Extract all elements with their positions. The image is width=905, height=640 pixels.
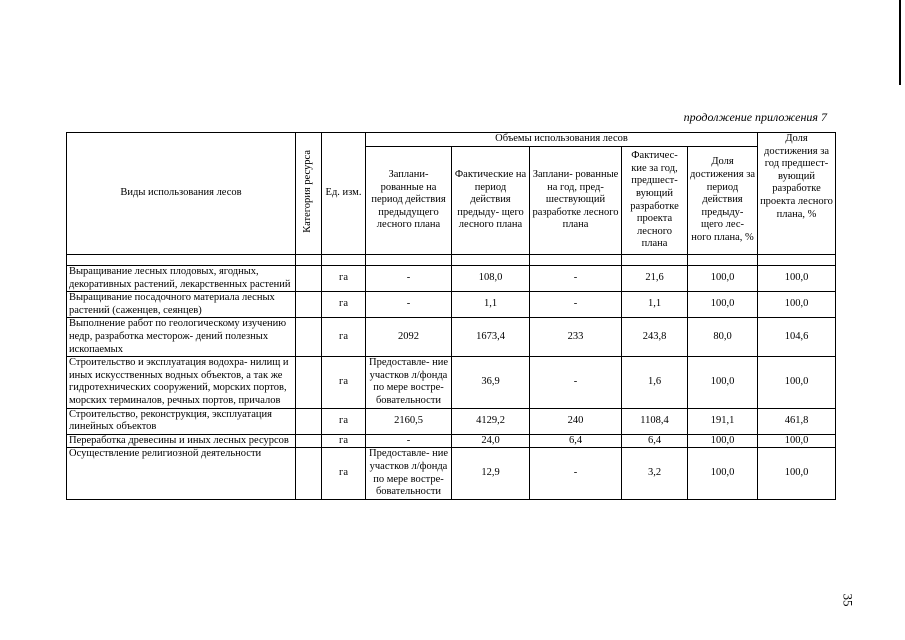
cell-share-period: 100,0 <box>688 266 758 292</box>
cell-category <box>296 318 322 357</box>
cell-unit: га <box>322 266 366 292</box>
cell-planned-year: - <box>530 266 622 292</box>
cell-share-year: 100,0 <box>758 292 836 318</box>
spacer-row <box>67 255 836 266</box>
table-row <box>67 357 836 408</box>
cell-share-period: 80,0 <box>688 318 758 357</box>
cell-planned-year: 240 <box>530 408 622 434</box>
cell-planned-year: - <box>530 357 622 408</box>
cell-actual-prev: 4129,2 <box>452 408 530 434</box>
cell-share-period: 100,0 <box>688 292 758 318</box>
header-planned-prev: Заплани- рованные на период действия предыдущего лесного плана <box>366 147 452 255</box>
header-planned-year: Заплани- рованные на год, пред- шествующий разработке лесного плана <box>530 147 622 255</box>
page-number: 35 <box>840 593 856 607</box>
cell-planned-year: - <box>530 292 622 318</box>
table-row <box>67 292 836 318</box>
cell-share-period: 191,1 <box>688 408 758 434</box>
header-kind: Виды использования лесов <box>67 133 296 255</box>
cell-category <box>296 434 322 448</box>
cell-planned-prev: 2160,5 <box>366 408 452 434</box>
cell-actual-year: 21,6 <box>622 266 688 292</box>
cell-planned-year: 233 <box>530 318 622 357</box>
cell-unit: га <box>322 408 366 434</box>
appendix-caption: продолжение приложения 7 <box>683 110 827 124</box>
table-row <box>67 266 836 292</box>
cell-planned-year: 6,4 <box>530 434 622 448</box>
cell-actual-year: 3,2 <box>622 448 688 499</box>
cell-unit: га <box>322 448 366 499</box>
cell-share-year: 100,0 <box>758 448 836 499</box>
cell-share-year: 100,0 <box>758 434 836 448</box>
cell-unit: га <box>322 434 366 448</box>
edge-rule <box>899 0 901 85</box>
cell-category <box>296 292 322 318</box>
cell-kind: Выращивание посадочного материала лесных растений (саженцев, сеянцев) <box>67 292 296 318</box>
cell-category <box>296 448 322 499</box>
cell-kind: Выполнение работ по геологическому изучению недр, разработка месторож- дений полезных ископаемых <box>67 318 296 357</box>
cell-category <box>296 408 322 434</box>
header-volumes-group: Объемы использования лесов <box>366 133 758 147</box>
table-row <box>67 318 836 357</box>
cell-share-year: 104,6 <box>758 318 836 357</box>
cell-actual-prev: 12,9 <box>452 448 530 499</box>
cell-actual-year: 1,1 <box>622 292 688 318</box>
header-share-year: Доля достижения за год предшест- вующий разработке проекта лесного плана, % <box>758 133 836 255</box>
cell-unit: га <box>322 357 366 408</box>
table-row <box>67 408 836 434</box>
header-actual-prev: Фактические на период действия предыду- щего лесного плана <box>452 147 530 255</box>
cell-category <box>296 266 322 292</box>
cell-category <box>296 357 322 408</box>
cell-kind: Осуществление религиозной деятельности <box>67 448 296 499</box>
cell-planned-prev: - <box>366 292 452 318</box>
cell-planned-prev: - <box>366 266 452 292</box>
table-row <box>67 448 836 499</box>
cell-actual-year: 6,4 <box>622 434 688 448</box>
cell-actual-prev: 1673,4 <box>452 318 530 357</box>
cell-share-year: 461,8 <box>758 408 836 434</box>
cell-actual-year: 1,6 <box>622 357 688 408</box>
cell-unit: га <box>322 292 366 318</box>
cell-planned-year: - <box>530 448 622 499</box>
header-category: Категория ресурса <box>296 133 322 255</box>
cell-kind: Выращивание лесных плодовых, ягодных, декоративных растений, лекарственных растений <box>67 266 296 292</box>
cell-kind: Строительство и эксплуатация водохра- нилищ и иных искусственных водных объектов, а так же гидротехнических сооружений, морских портов, морских терминалов, речных портов, причалов <box>67 357 296 408</box>
cell-planned-prev: 2092 <box>366 318 452 357</box>
cell-share-period: 100,0 <box>688 448 758 499</box>
cell-kind: Переработка древесины и иных лесных ресурсов <box>67 434 296 448</box>
cell-planned-prev: Предоставле- ние участков л/фонда по мере востре- бовательности <box>366 448 452 499</box>
cell-actual-prev: 108,0 <box>452 266 530 292</box>
cell-actual-year: 243,8 <box>622 318 688 357</box>
cell-share-year: 100,0 <box>758 357 836 408</box>
cell-share-period: 100,0 <box>688 434 758 448</box>
cell-actual-year: 1108,4 <box>622 408 688 434</box>
cell-kind: Строительство, реконструкция, эксплуатация линейных объектов <box>67 408 296 434</box>
cell-unit: га <box>322 318 366 357</box>
header-unit: Ед. изм. <box>322 133 366 255</box>
forest-use-table <box>66 132 836 500</box>
cell-planned-prev: - <box>366 434 452 448</box>
header-share-period: Доля достижения за период действия предыду- щего лес- ного плана, % <box>688 147 758 255</box>
cell-share-period: 100,0 <box>688 357 758 408</box>
table-row <box>67 434 836 448</box>
cell-planned-prev: Предоставле- ние участков л/фонда по мере востре- бовательности <box>366 357 452 408</box>
cell-actual-prev: 1,1 <box>452 292 530 318</box>
cell-actual-prev: 36,9 <box>452 357 530 408</box>
cell-actual-prev: 24,0 <box>452 434 530 448</box>
cell-share-year: 100,0 <box>758 266 836 292</box>
header-actual-year: Фактичес- кие за год, предшест- вующий разработке проекта лесного плана <box>622 147 688 255</box>
